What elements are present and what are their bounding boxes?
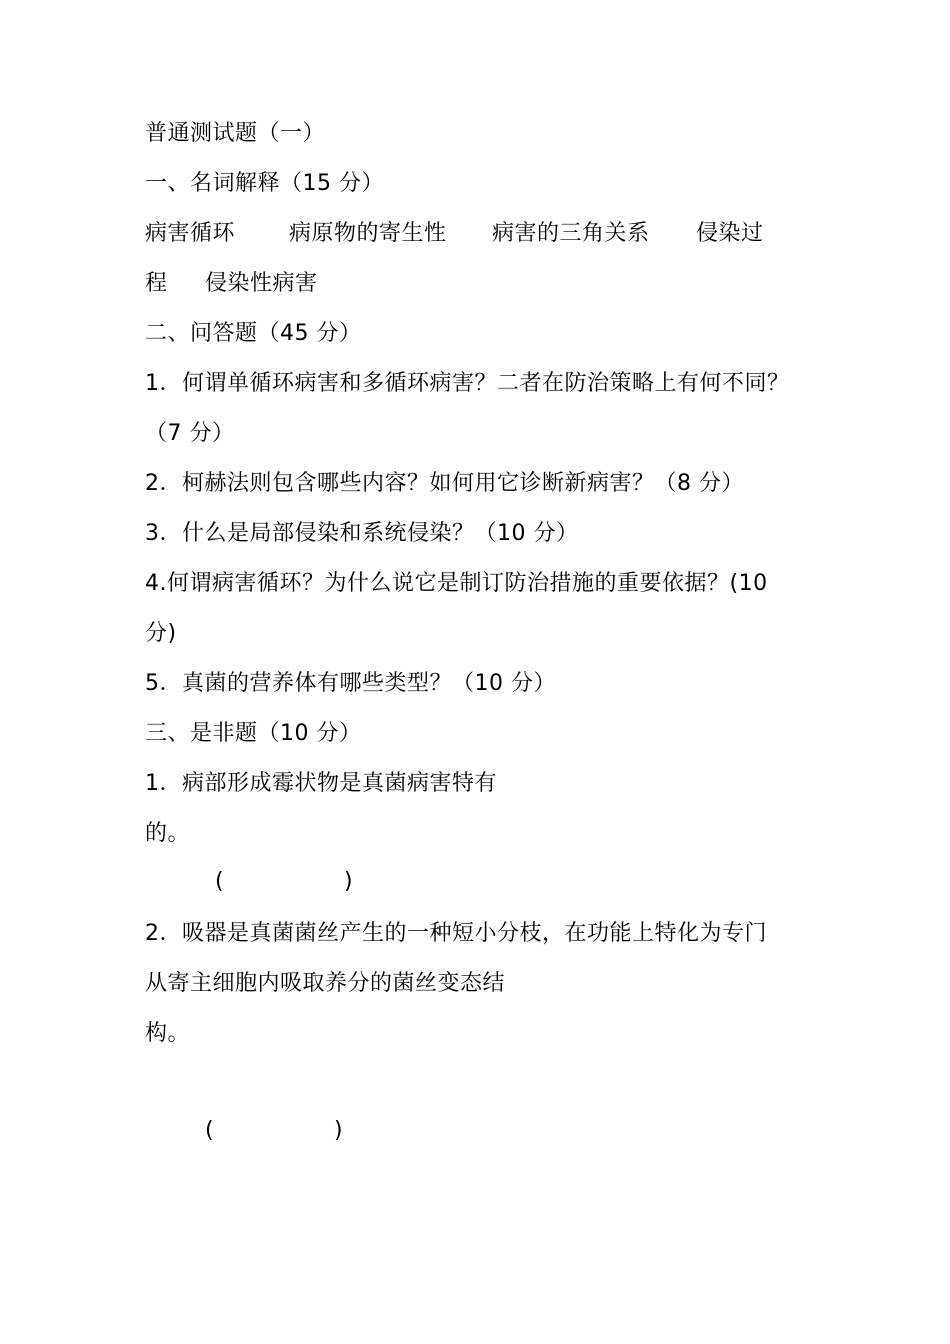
- term-item: 病原物的寄生性: [289, 221, 447, 246]
- question-text: 2．柯赫法则包含哪些内容？如何用它诊断新病害？（8 分）: [145, 471, 744, 496]
- section1-heading: 一、名词解释（15 分）: [145, 171, 384, 196]
- question-text: 4.何谓病害循环？为什么说它是制订防治措施的重要依据？(10: [145, 571, 768, 596]
- term-item: 病害循环: [145, 221, 236, 246]
- question-text: 1．何谓单循环病害和多循环病害？二者在防治策略上有何不同？: [145, 371, 790, 396]
- terms-row-2: [145, 269, 318, 299]
- question-text: 构。: [145, 1021, 191, 1046]
- section2-heading: 二、问答题（45 分）: [145, 321, 362, 346]
- question-text: 从寄主细胞内吸取养分的菌丝变态结: [145, 971, 506, 996]
- answer-blank[interactable]: ( ): [215, 869, 354, 894]
- question-text: 分): [145, 621, 177, 646]
- question-text: 1．病部形成霉状物是真菌病害特有: [145, 771, 497, 796]
- question-text: 2．吸器是真菌菌丝产生的一种短小分枝，在功能上特化为专门: [145, 921, 767, 946]
- question-text: 5．真菌的营养体有哪些类型？（10 分）: [145, 671, 556, 696]
- term-item: 病害的三角关系: [492, 221, 650, 246]
- question-text: （7 分）: [145, 421, 235, 446]
- answer-blank[interactable]: ( ): [205, 1118, 344, 1143]
- document-title: 普通测试题（一）: [145, 121, 326, 146]
- term-item: 侵染过: [696, 221, 764, 246]
- term-item: 侵染性病害: [205, 271, 318, 296]
- term-item: 程: [145, 271, 168, 296]
- terms-row-1: [145, 219, 764, 249]
- section3-heading: 三、是非题（10 分）: [145, 721, 362, 746]
- question-text: 的。: [145, 821, 191, 846]
- question-text: 3．什么是局部侵染和系统侵染？（10 分）: [145, 521, 579, 546]
